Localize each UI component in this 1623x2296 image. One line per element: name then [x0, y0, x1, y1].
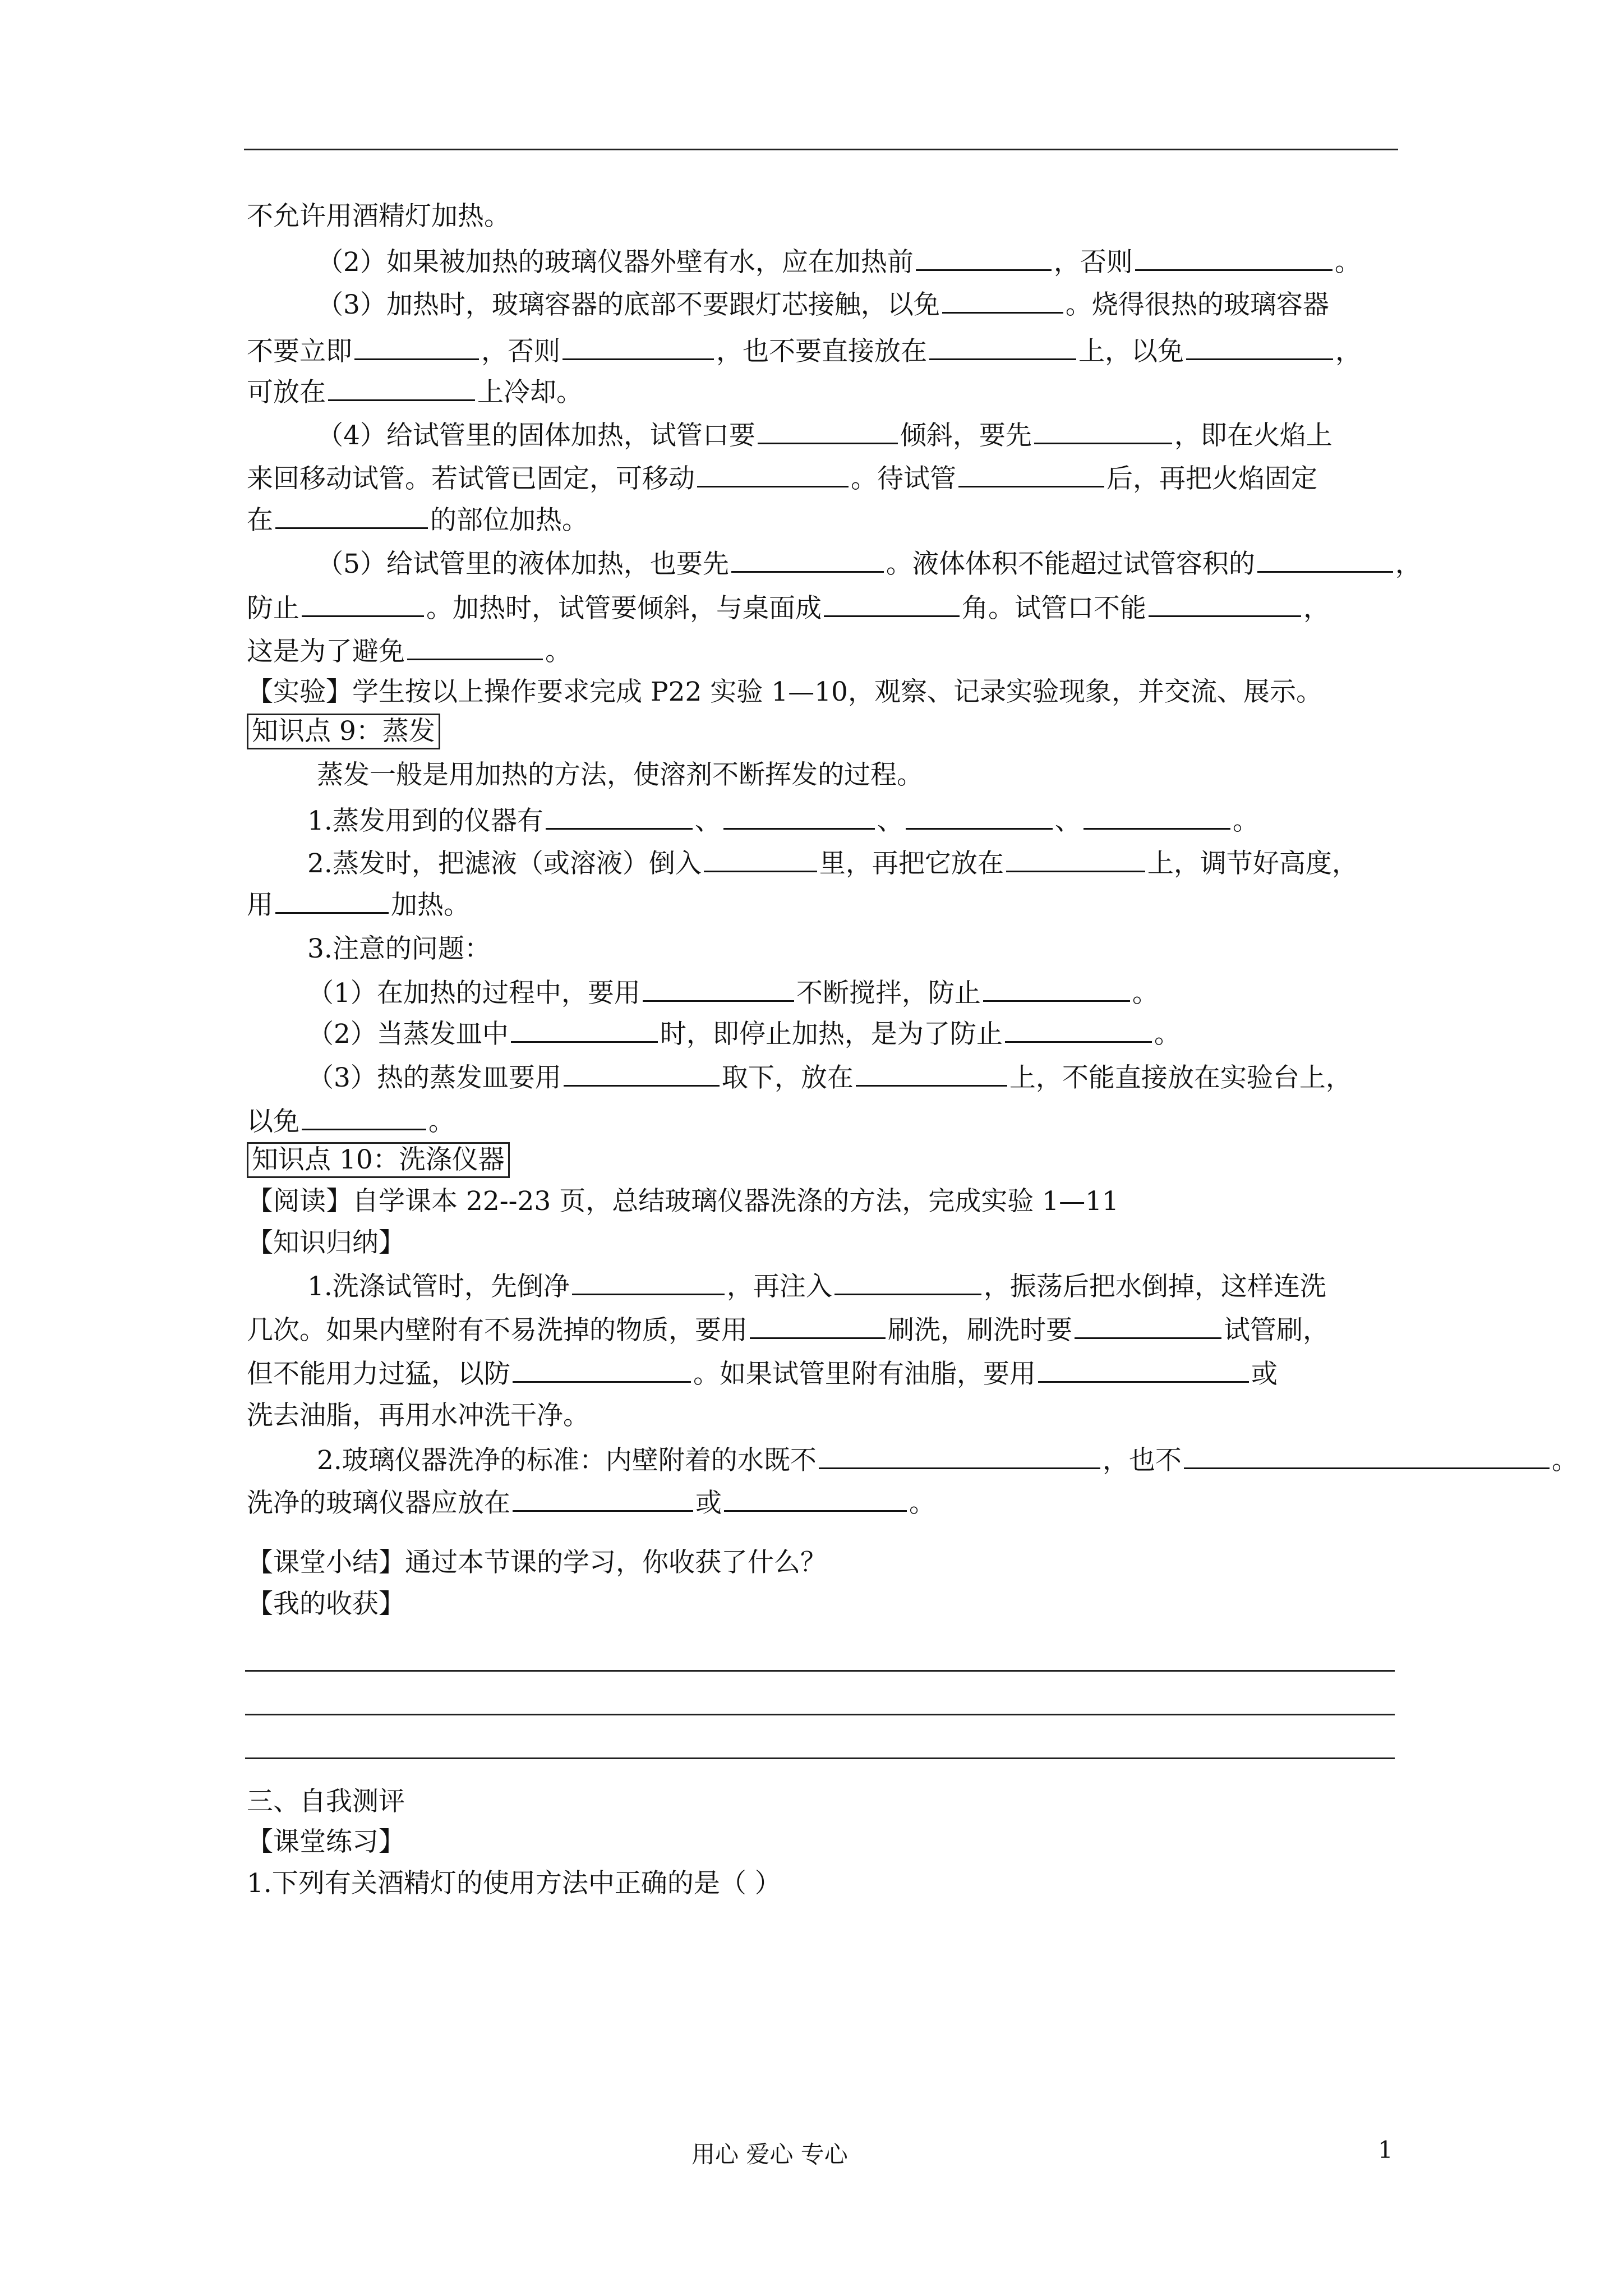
footer-center: 用心 爱心 专心 [691, 2141, 848, 2168]
fill-blank[interactable] [1257, 546, 1393, 573]
header-rule [244, 149, 1398, 150]
fill-blank[interactable] [1083, 803, 1230, 830]
fill-blank[interactable] [511, 1016, 658, 1043]
text-line: 3.注意的问题： [307, 933, 491, 964]
experiment-line: 【实验】学生按以上操作要求完成 P22 实验 1—10，观察、记录实验现象，并交流、展示。 [247, 677, 1322, 707]
fill-blank[interactable] [723, 803, 875, 830]
fill-blank[interactable] [824, 591, 960, 617]
fill-blank[interactable] [983, 976, 1130, 1002]
text-line: 【知识归纳】 [247, 1227, 405, 1258]
text-line: （3）加热时，玻璃容器的底部不要跟灯芯接触，以免 。烧得很热的玻璃容器 [317, 287, 1329, 322]
fill-blank[interactable] [643, 976, 794, 1002]
fill-blank[interactable] [1034, 418, 1172, 444]
fill-blank[interactable] [1038, 1356, 1249, 1383]
fill-blank[interactable] [750, 1313, 886, 1339]
fill-blank[interactable] [697, 461, 849, 487]
fill-blank[interactable] [354, 334, 479, 360]
question-line: 1.下列有关酒精灯的使用方法中正确的是（ ） [247, 1868, 781, 1899]
text-line: 【课堂练习】 [247, 1826, 405, 1857]
text-line: 防止 。加热时，试管要倾斜，与桌面成 角。试管口不能 ， [247, 591, 1330, 625]
knowledge-point-9-box: 知识点 9：蒸发 [247, 714, 440, 749]
fill-blank[interactable] [906, 803, 1053, 830]
answer-line[interactable] [245, 1714, 1395, 1715]
fill-blank[interactable] [564, 1060, 720, 1087]
text-line: 以免 。 [247, 1104, 455, 1139]
fill-blank[interactable] [856, 1060, 1007, 1087]
fill-blank[interactable] [1005, 1016, 1152, 1043]
fill-blank[interactable] [302, 591, 424, 617]
fill-blank[interactable] [572, 1269, 725, 1295]
text-line: 洗净的玻璃仪器应放在 或 。 [247, 1485, 935, 1520]
fill-blank[interactable] [513, 1356, 691, 1383]
fill-blank[interactable] [916, 245, 1052, 271]
text-line: 1.蒸发用到的仪器有 、 、 、 。 [307, 803, 1259, 838]
fill-blank[interactable] [1149, 591, 1301, 617]
text-line: 这是为了避免 。 [247, 634, 571, 669]
reading-line: 【阅读】自学课本 22--23 页，总结玻璃仪器洗涤的方法，完成实验 1—11 [247, 1186, 1119, 1217]
text-line: 可放在 上冷却。 [247, 375, 583, 409]
fill-blank[interactable] [407, 634, 543, 660]
text-line: （3）热的蒸发皿要用 取下，放在 上，不能直接放在实验台上， [307, 1060, 1352, 1095]
fill-blank[interactable] [1006, 846, 1145, 872]
fill-blank[interactable] [942, 287, 1063, 314]
text-line: （5）给试管里的液体加热，也要先 。液体体积不能超过试管容积的 ， [317, 546, 1422, 581]
fill-blank[interactable] [275, 503, 428, 529]
fill-blank[interactable] [704, 846, 817, 872]
fill-blank[interactable] [513, 1485, 693, 1512]
text-line: 用 加热。 [247, 887, 470, 922]
text-line: 2.蒸发时，把滤液（或溶液）倒入 里，再把它放在 上，调节好高度， [307, 846, 1358, 881]
answer-line[interactable] [245, 1757, 1395, 1759]
text-line: 【课堂小结】通过本节课的学习，你收获了什么？ [247, 1547, 827, 1578]
text-line: 在 的部位加热。 [247, 503, 588, 537]
text-line: （1）在加热的过程中，要用 不断搅拌，防止 。 [307, 976, 1159, 1010]
section-title: 三、自我测评 [247, 1786, 405, 1817]
answer-line[interactable] [245, 1670, 1395, 1672]
knowledge-point-10-box: 知识点 10：洗涤仪器 [247, 1142, 510, 1178]
fill-blank[interactable] [562, 334, 714, 360]
fill-blank[interactable] [546, 803, 693, 830]
fill-blank[interactable] [1135, 245, 1332, 271]
text-line: 但不能用力过猛，以防 。如果试管里附有油脂，要用 或 [247, 1356, 1278, 1391]
text-line: 2.玻璃仪器洗净的标准：内壁附着的水既不 ，也不 。 [317, 1443, 1578, 1478]
section-heading [247, 714, 440, 749]
fill-blank[interactable] [1184, 1443, 1550, 1469]
fill-blank[interactable] [302, 1104, 426, 1130]
fill-blank[interactable] [758, 418, 898, 444]
text-line: （2）当蒸发皿中 时，即停止加热，是为了防止 。 [307, 1016, 1181, 1051]
text-line: 1.洗涤试管时，先倒净 ，再注入 ，振荡后把水倒掉，这样连洗 [307, 1269, 1326, 1304]
fill-blank[interactable] [724, 1485, 907, 1512]
text-line: 来回移动试管。若试管已固定，可移动 。待试管 后，再把火焰固定 [247, 461, 1317, 496]
fill-blank[interactable] [929, 334, 1076, 360]
fill-blank[interactable] [819, 1443, 1100, 1469]
text-line: 几次。如果内壁附有不易洗掉的物质，要用 刷洗，刷洗时要 试管刷， [247, 1313, 1329, 1347]
text-line: 洗去油脂，再用水冲洗干净。 [247, 1400, 589, 1431]
text-line: （4）给试管里的固体加热，试管口要 倾斜，要先 ，即在火焰上 [317, 418, 1332, 453]
fill-blank[interactable] [731, 546, 884, 573]
section-heading [247, 1142, 510, 1178]
text-line: 【我的收获】 [247, 1589, 405, 1619]
text-line: 不允许用酒精灯加热。 [247, 201, 510, 232]
text-line: （2）如果被加热的玻璃仪器外壁有水，应在加热前 ，否则 。 [317, 245, 1361, 279]
fill-blank[interactable] [1075, 1313, 1221, 1339]
fill-blank[interactable] [958, 461, 1104, 487]
fill-blank[interactable] [328, 375, 475, 401]
text-line: 蒸发一般是用加热的方法，使溶剂不断挥发的过程。 [317, 760, 923, 790]
fill-blank[interactable] [834, 1269, 981, 1295]
fill-blank[interactable] [1186, 334, 1333, 360]
fill-blank[interactable] [275, 887, 389, 914]
text-line: 不要立即 ，否则 ，也不要直接放在 上，以免 ， [247, 334, 1362, 369]
page-number: 1 [1378, 2136, 1393, 2164]
